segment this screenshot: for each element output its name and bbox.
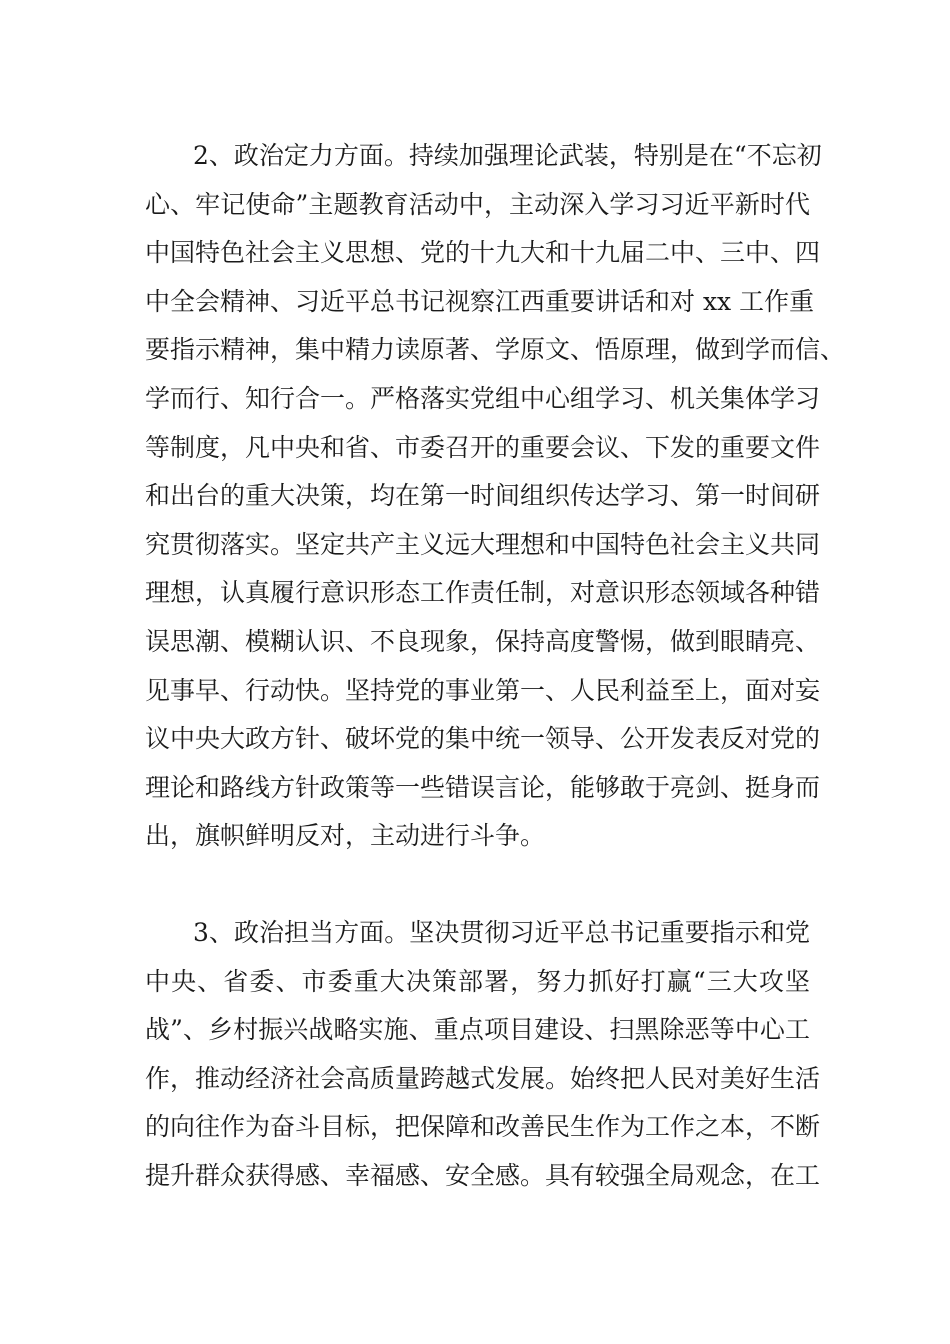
text-line: 误思潮、模糊认识、不良现象，保持高度警惕，做到眼睛亮、	[145, 626, 821, 656]
paragraph-political-responsibility	[145, 909, 821, 1201]
text-line: 中央、省委、市委重大决策部署，努力抓好打赢“三大攻坚	[145, 966, 810, 996]
text-line: 提升群众获得感、幸福感、安全感。具有较强全局观念，在工	[145, 1160, 821, 1190]
text-line: 理论和路线方针政策等一些错误言论，能够敢于亮剑、挺身而	[145, 772, 821, 802]
text-line: 学而行、知行合一。严格落实党组中心组学习、机关集体学习	[145, 383, 821, 413]
text-line: 作，推动经济社会高质量跨越式发展。始终把人民对美好生活	[145, 1063, 821, 1093]
text-line: 究贯彻落实。坚定共产主义远大理想和中国特色社会主义共同	[145, 529, 821, 559]
text-line: 要指示精神，集中精力读原著、学原文、悟原理，做到学而信、	[145, 335, 846, 365]
paragraph-spacer	[145, 861, 810, 909]
text-line: 出，旗帜鲜明反对，主动进行斗争。	[145, 821, 546, 851]
text-line: 议中央大政方针、破坏党的集中统一领导、公开发表反对党的	[145, 724, 821, 754]
text-line: 和出台的重大决策，均在第一时间组织传达学习、第一时间研	[145, 481, 821, 511]
text-line: 3、政治担当方面。坚决贯彻习近平总书记重要指示和党	[193, 917, 810, 947]
text-line: 中全会精神、习近平总书记视察江西重要讲话和对 xx 工作重	[145, 286, 815, 316]
text-line: 心、牢记使命”主题教育活动中，主动深入学习习近平新时代	[145, 189, 810, 219]
text-line: 中国特色社会主义思想、党的十九大和十九届二中、三中、四	[145, 238, 821, 268]
text-line: 的向往作为奋斗目标，把保障和改善民生作为工作之本，不断	[145, 1112, 821, 1142]
text-line: 理想，认真履行意识形态工作责任制，对意识形态领域各种错	[145, 578, 821, 608]
text-line: 2、政治定力方面。持续加强理论武装，特别是在“不忘初	[193, 141, 822, 170]
text-line: 见事早、行动快。坚持党的事业第一、人民利益至上，面对妄	[145, 675, 821, 705]
text-line: 等制度，凡中央和省、市委召开的重要会议、下发的重要文件	[145, 432, 821, 462]
document-body	[145, 132, 846, 1200]
paragraph-political-stability	[145, 132, 846, 861]
text-line: 战”、乡村振兴战略实施、重点项目建设、扫黑除恶等中心工	[145, 1015, 810, 1045]
